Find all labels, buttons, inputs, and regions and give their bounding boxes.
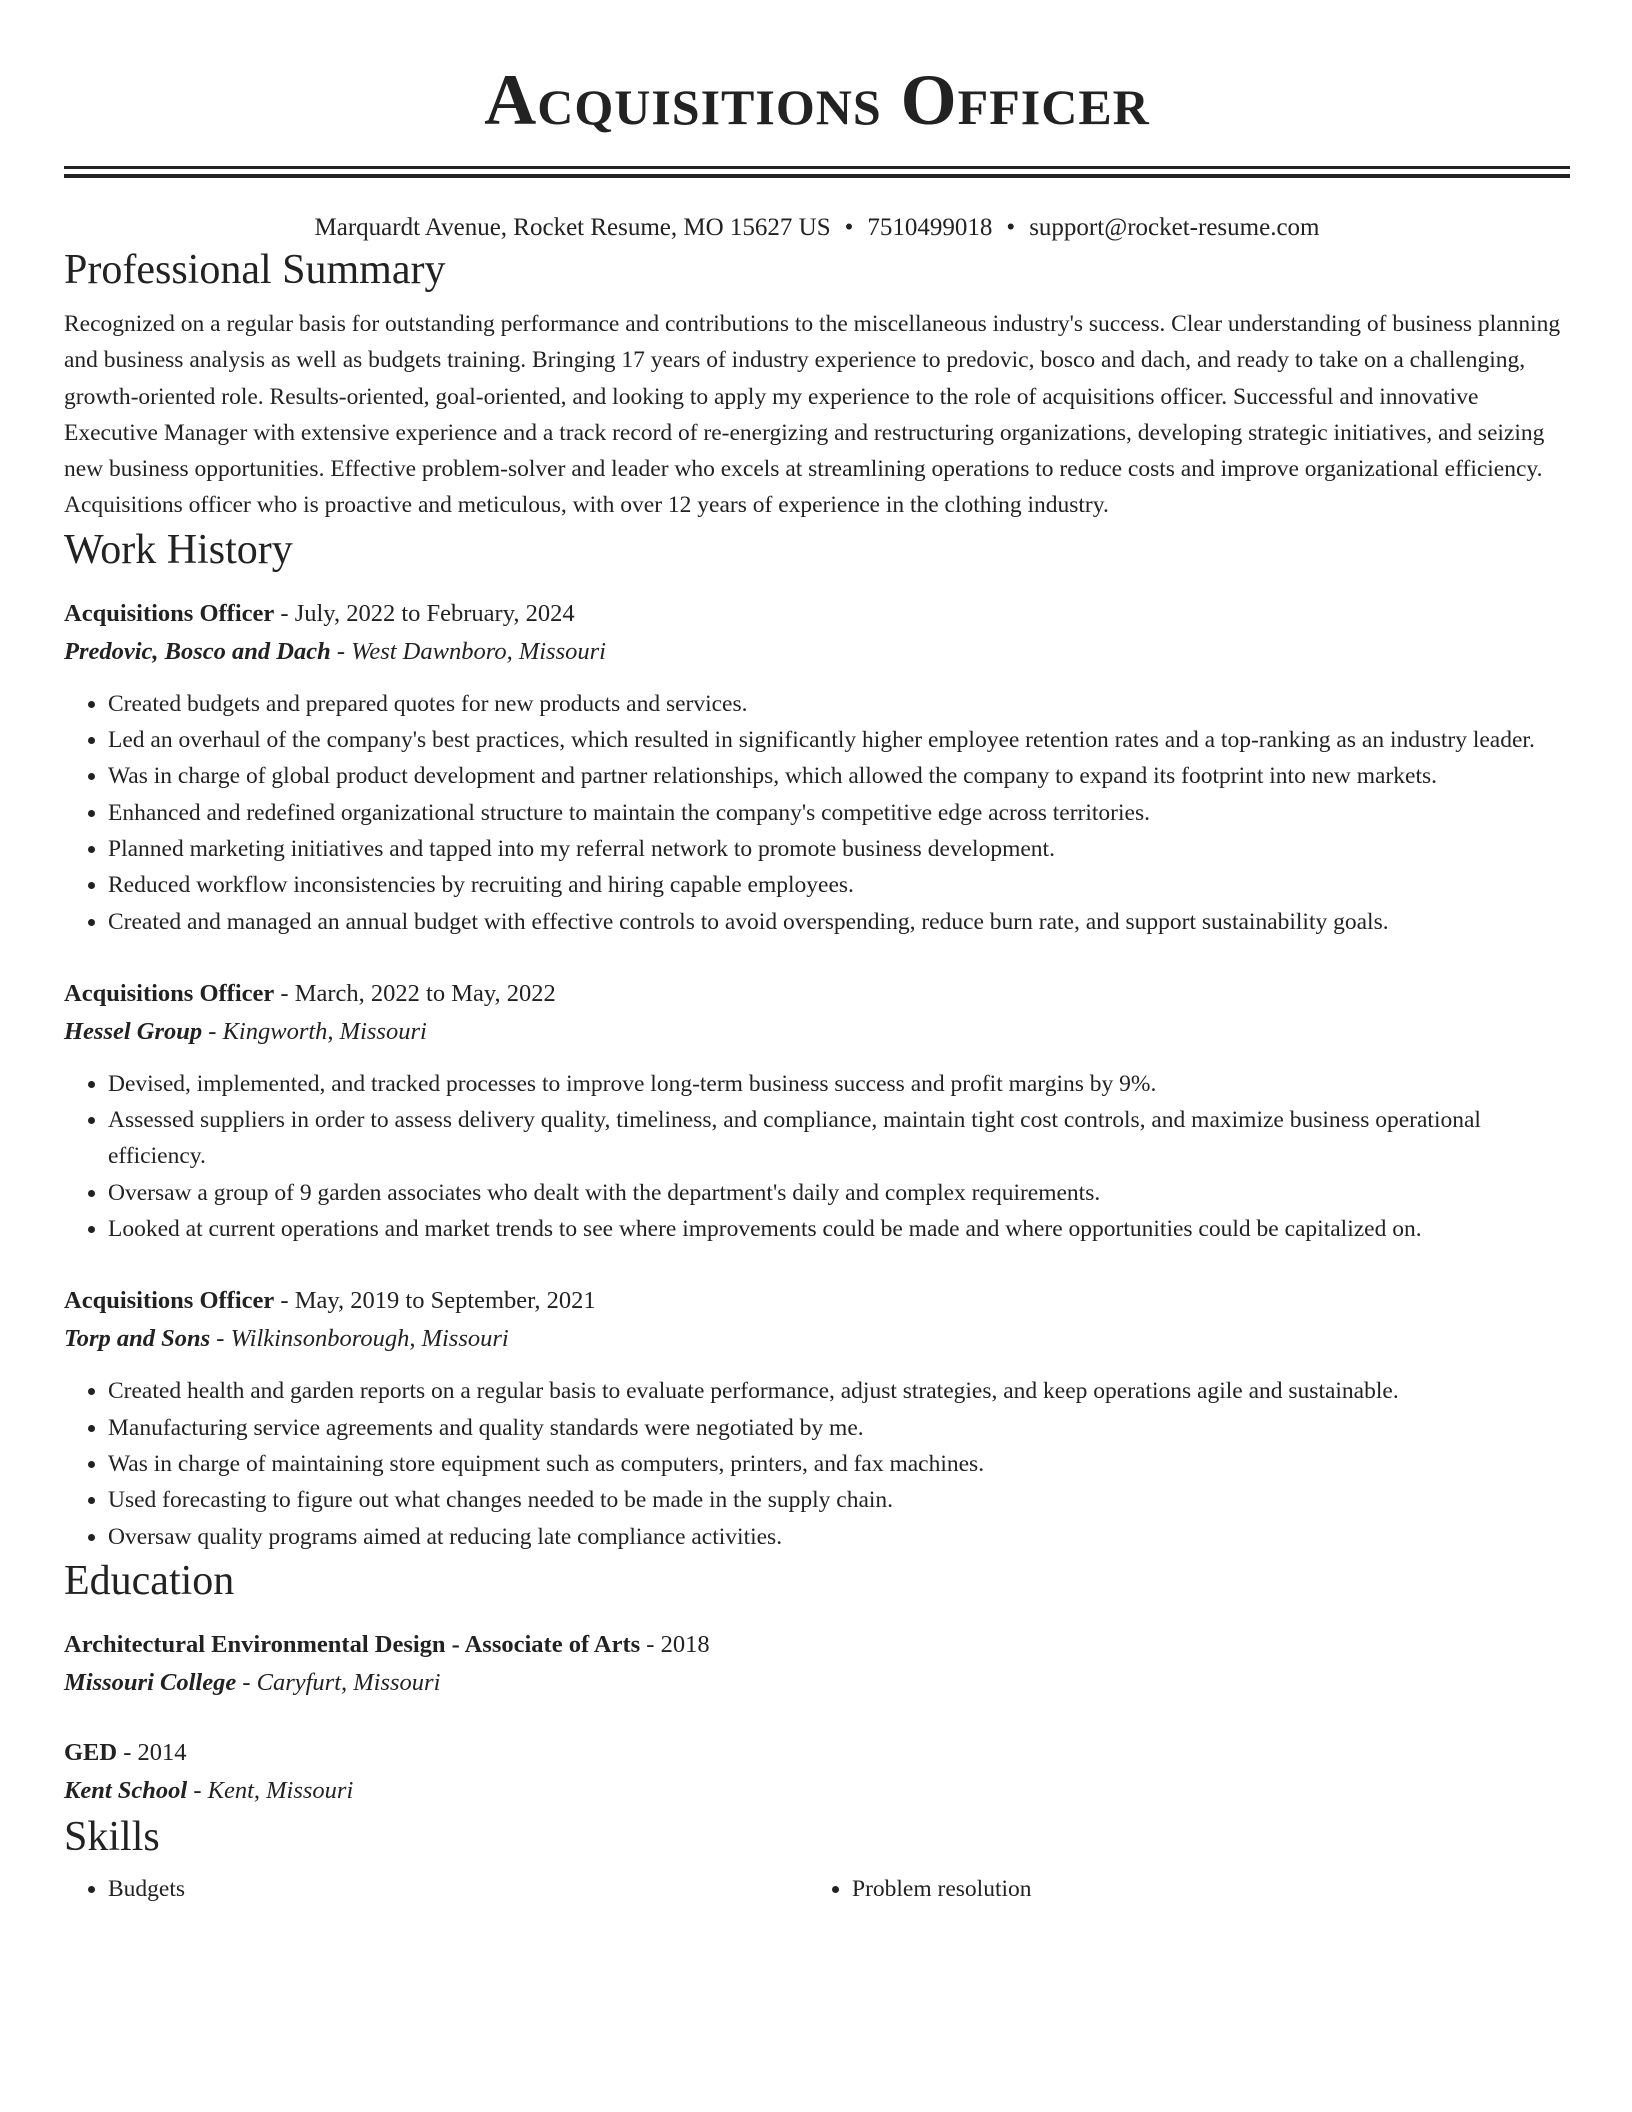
resume-page (64, 0, 1570, 1907)
job-bullet: • Was in charge of global product development and partner relationships, which allowed the company to expand its footprint into new markets. (108, 758, 1570, 794)
job-bullets (64, 1066, 1570, 1247)
education-school: Missouri College (64, 1668, 237, 1696)
job-company-line (64, 1012, 1570, 1052)
job-title-line (64, 976, 1570, 1012)
job-bullet: • Created health and garden reports on a regular basis to evaluate performance, adjust strategies, and keep operations agile and sustainable. (108, 1373, 1570, 1409)
job-bullet: • Created and managed an annual budget with effective controls to avoid overspending, reduce burn rate, and support sustainability goals. (108, 904, 1570, 940)
job-company: Hessel Group (64, 1017, 203, 1045)
education-degree: Architectural Environmental Design - Associate of Arts (64, 1630, 641, 1658)
education-school-line (64, 1663, 1570, 1703)
job-title: Acquisitions Officer (64, 979, 275, 1007)
job-location: - Wilkinsonborough, Missouri (210, 1325, 509, 1353)
summary-heading: Professional Summary (64, 247, 446, 293)
education-heading: Education (64, 1557, 235, 1604)
job-bullet: • Reduced workflow inconsistencies by recruiting and hiring capable employees. (108, 867, 1570, 903)
education-location: - Caryfurt, Missouri (236, 1668, 441, 1696)
contact-address: Marquardt Avenue, Rocket Resume, MO 15627 US (314, 214, 831, 241)
job-bullet: • Oversaw quality programs aimed at reducing late compliance activities. (108, 1519, 1570, 1555)
job-title-line (64, 596, 1570, 632)
contact-email[interactable]: support@rocket-resume.com (1029, 214, 1320, 241)
job-entry (64, 596, 1570, 940)
job-location: - West Dawnboro, Missouri (330, 637, 606, 665)
job-bullet: • Assessed suppliers in order to assess delivery quality, timeliness, and compliance, maintain tight cost controls, and maximize business operational efficiency. (108, 1102, 1570, 1175)
education-entry (64, 1735, 1570, 1811)
job-bullet: • Enhanced and redefined organizational structure to maintain the company's competitive edge across territories. (108, 795, 1570, 831)
contact-line (64, 212, 1570, 244)
job-company-line (64, 632, 1570, 672)
education-year: - 2018 (640, 1630, 710, 1658)
skills-heading: Skills (64, 1813, 160, 1860)
skills-list (64, 1871, 1570, 1907)
job-company-line (64, 1319, 1570, 1359)
resume-name: Acquisitions Officer (484, 60, 1150, 140)
job-bullet: • Used forecasting to figure out what changes needed to be made in the supply chain. (108, 1482, 1570, 1518)
education-school: Kent School (64, 1776, 188, 1804)
job-location: - Kingworth, Missouri (202, 1017, 427, 1045)
job-dates: - July, 2022 to February, 2024 (274, 599, 575, 627)
job-bullet: • Planned marketing initiatives and tapped into my referral network to promote business development. (108, 831, 1570, 867)
education-year: - 2014 (117, 1738, 187, 1766)
job-title: Acquisitions Officer (64, 599, 275, 627)
job-bullet: • Devised, implemented, and tracked processes to improve long-term business success and profit margins by 9%. (108, 1066, 1570, 1102)
job-dates: - March, 2022 to May, 2022 (274, 979, 556, 1007)
job-company: Predovic, Bosco and Dach (64, 637, 331, 665)
education-degree-line (64, 1735, 1570, 1771)
job-bullet: • Looked at current operations and market trends to see where improvements could be made and where opportunities could be capitalized on. (108, 1211, 1570, 1247)
job-bullet: • Manufacturing service agreements and quality standards were negotiated by me. (108, 1410, 1570, 1446)
skills-column-right (808, 1871, 1552, 1907)
job-title-line (64, 1283, 1570, 1319)
job-entry (64, 976, 1570, 1247)
job-bullet: • Led an overhaul of the company's best practices, which resulted in significantly higher employee retention rates and a top-ranking as an industry leader. (108, 722, 1570, 758)
job-bullet: • Created budgets and prepared quotes for new products and services. (108, 686, 1570, 722)
job-bullets (64, 686, 1570, 940)
skill-item: • Problem resolution (852, 1871, 1552, 1907)
skills-column-left (64, 1871, 808, 1907)
job-company: Torp and Sons (64, 1325, 211, 1353)
header-divider (64, 166, 1570, 178)
job-bullet: • Was in charge of maintaining store equipment such as computers, printers, and fax machines. (108, 1446, 1570, 1482)
contact-phone: 7510499018 (867, 214, 993, 241)
education-school-line (64, 1771, 1570, 1811)
skill-item: • Budgets (108, 1871, 808, 1907)
job-dates: - May, 2019 to September, 2021 (274, 1287, 596, 1315)
education-degree-line (64, 1627, 1570, 1663)
job-entry (64, 1283, 1570, 1554)
contact-separator: • (844, 214, 854, 241)
job-bullets (64, 1373, 1570, 1554)
education-location: - Kent, Missouri (187, 1776, 354, 1804)
contact-separator: • (1006, 214, 1016, 241)
education-entry (64, 1627, 1570, 1703)
work-history-heading: Work History (64, 526, 293, 573)
summary-text: Recognized on a regular basis for outstanding performance and contributions to the miscellaneous industry's success. Clear understanding of business planning and business analysis as well as budgets training. Bringing 17 years of industry experience to predovic, bosco and dach, and ready to take on a challenging, growth-oriented role. Results-oriented, goal-oriented, and looking to apply my experience to the role of acquisitions officer. Successful and innovative Executive Manager with extensive experience and a track record of re-energizing and restructuring organizations, developing strategic initiatives, and seizing new business opportunities. Effective problem-solver and leader who excels at streamlining operations to reduce costs and improve organizational efficiency. Acquisitions officer who is proactive and meticulous, with over 12 years of experience in the clothing industry. (64, 311, 1561, 519)
education-degree: GED (64, 1738, 118, 1766)
job-bullet: • Oversaw a group of 9 garden associates who dealt with the department's daily and complex requirements. (108, 1175, 1570, 1211)
job-title: Acquisitions Officer (64, 1287, 275, 1315)
